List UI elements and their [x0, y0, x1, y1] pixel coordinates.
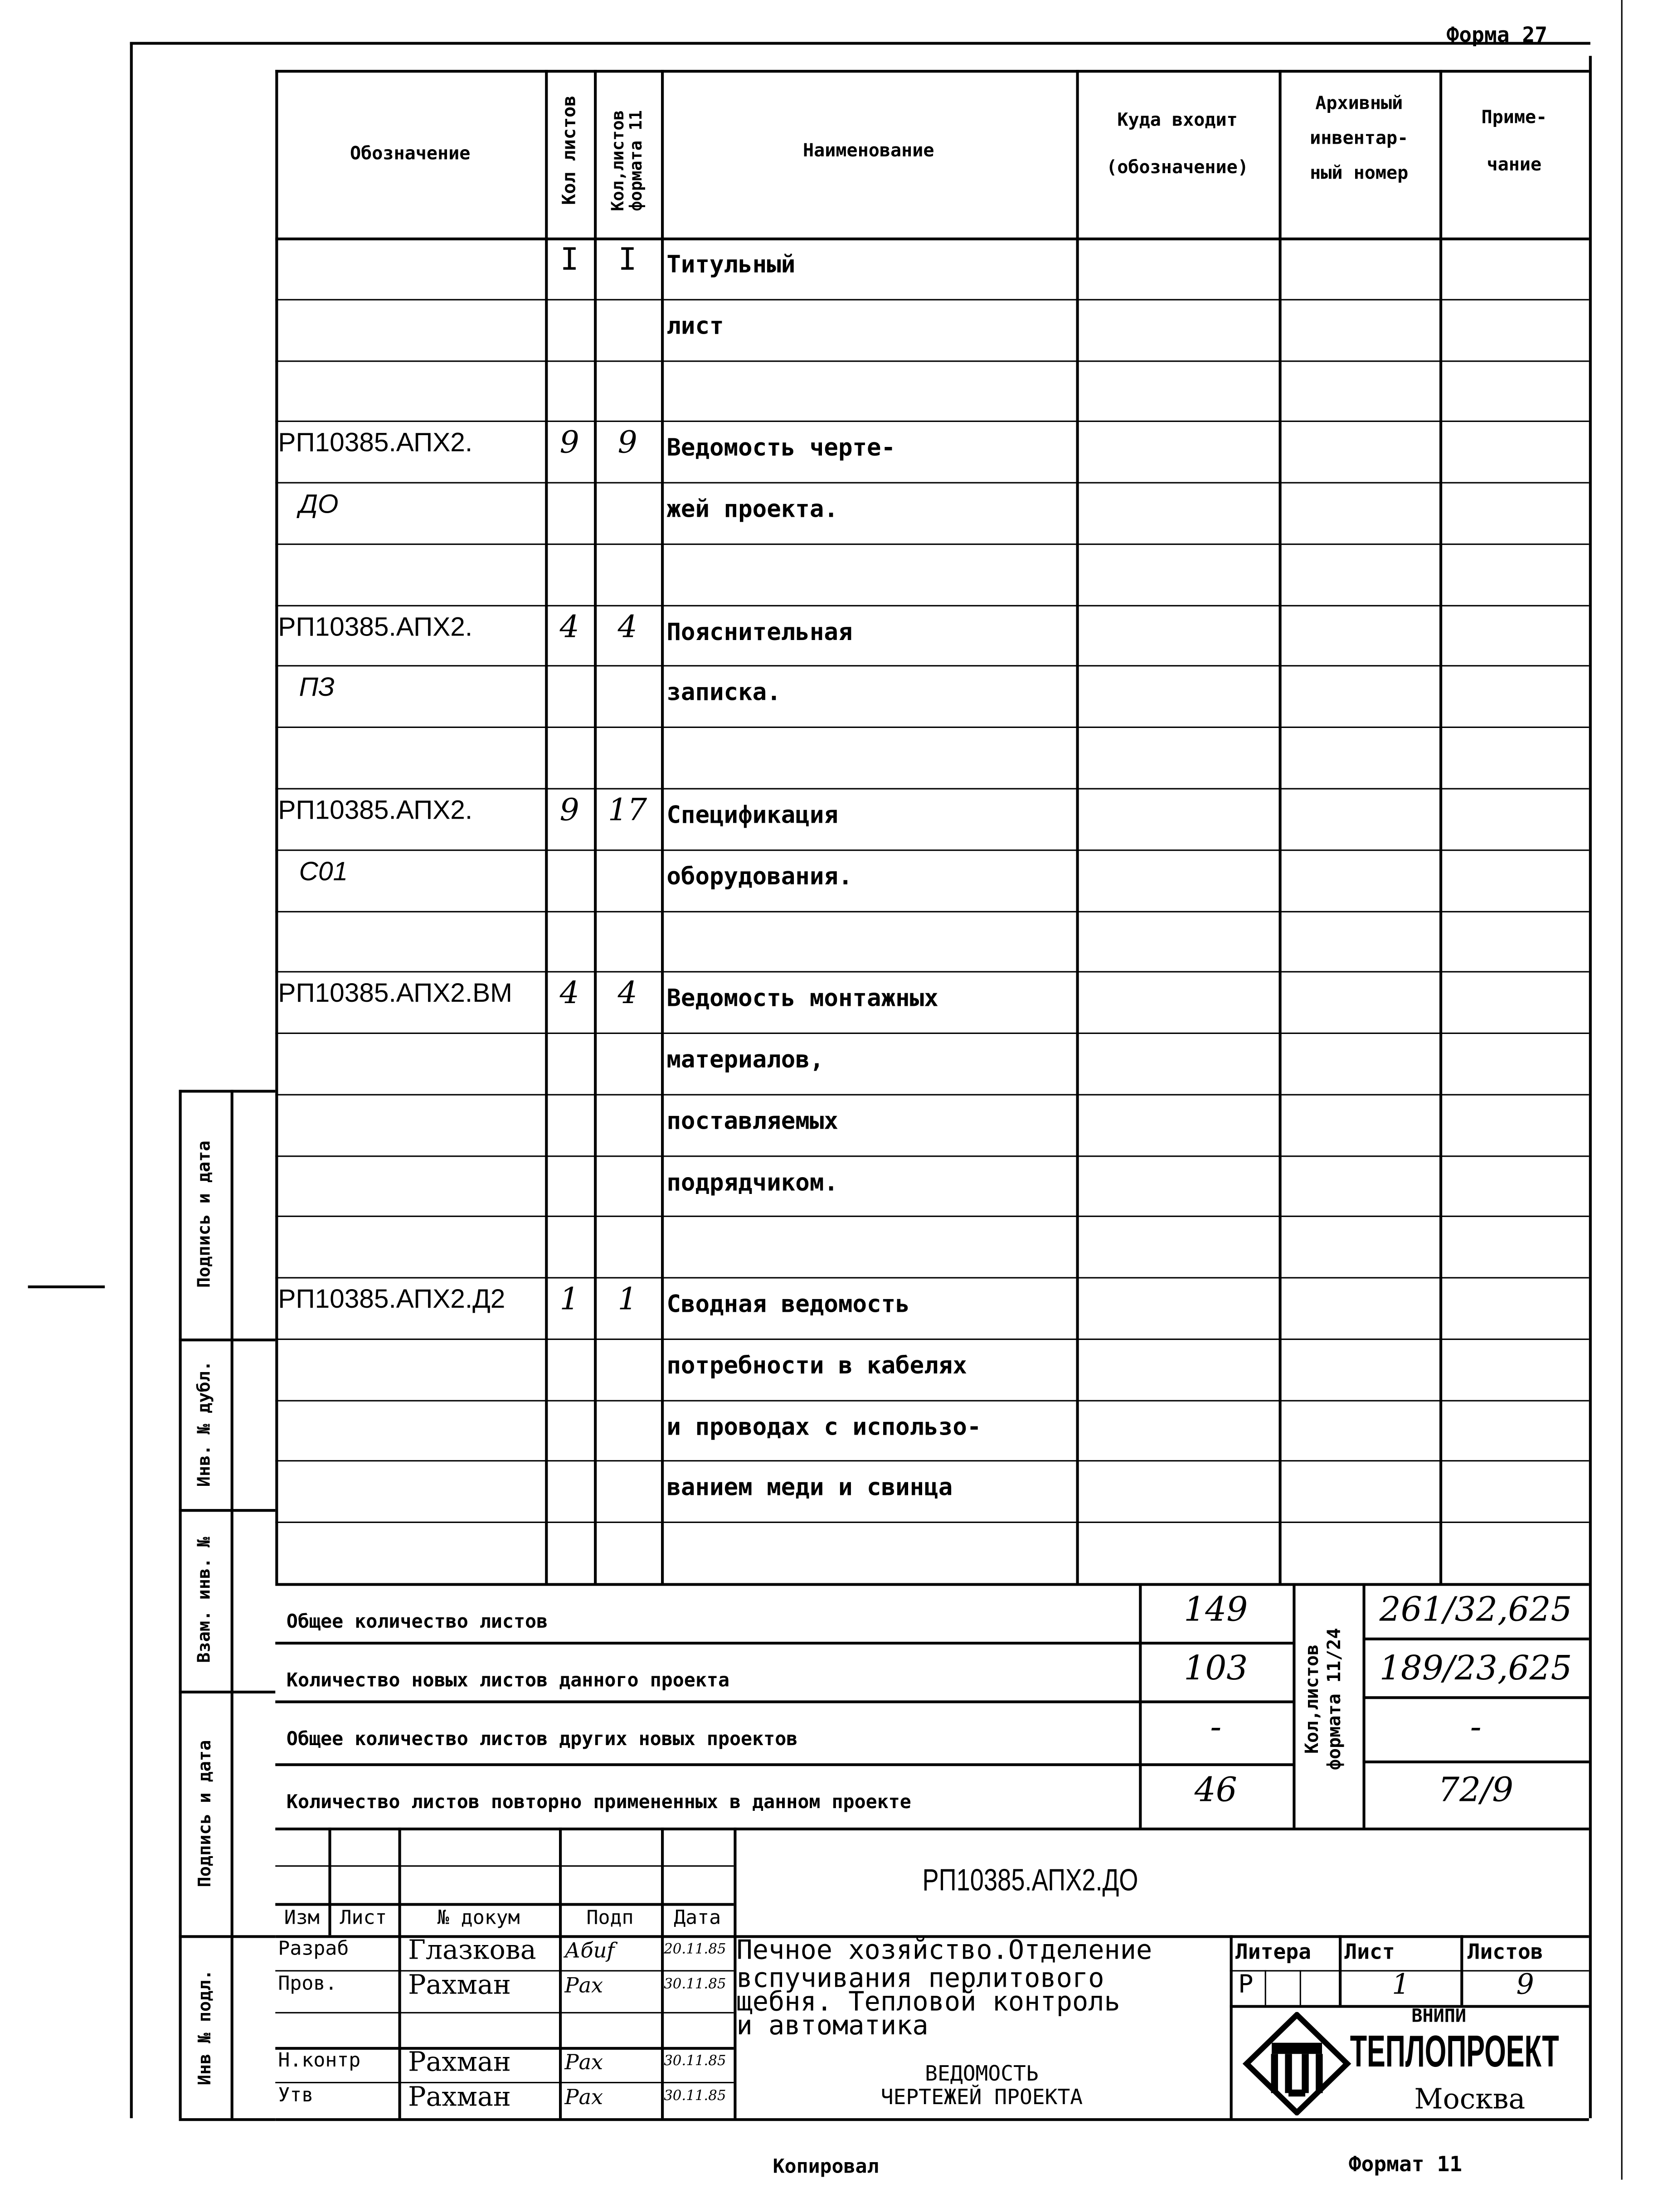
- document-title: [734, 2062, 1230, 2110]
- row-designation: ПЗ: [299, 674, 335, 703]
- litera-value: Р: [1238, 1970, 1254, 2000]
- totals-line: [275, 1763, 1295, 1766]
- city: Москва: [1414, 2081, 1526, 2115]
- row-designation: РП10385.АПХ2.Д2: [278, 1285, 506, 1315]
- row-sheets-format11: 4: [617, 977, 637, 1012]
- header-where-used-1: Куда входит: [1117, 110, 1238, 131]
- frame-left: [130, 42, 133, 2118]
- signer-signature: Рах: [564, 1973, 603, 1998]
- totals-line: [1362, 1696, 1589, 1699]
- row-sheets: 1: [559, 1283, 579, 1318]
- tb-col: [1265, 1970, 1266, 2005]
- totals-format-count: -: [1470, 1707, 1482, 1747]
- row-sheets: 9: [559, 427, 579, 462]
- tb-col: [661, 1828, 664, 2118]
- signer-name: Рахман: [408, 1970, 511, 2001]
- row-sheets: 9: [559, 793, 579, 829]
- row-name: потребности в кабелях: [666, 1352, 967, 1381]
- row-sheets: I: [560, 243, 579, 278]
- totals-count: 46: [1194, 1770, 1237, 1809]
- titleblock-col-header: Подп: [586, 1907, 634, 1930]
- frame-top: [130, 42, 1590, 44]
- format-label: Формат 11: [1348, 2152, 1463, 2177]
- table-row: [275, 666, 1589, 727]
- sheets-value: 9: [1516, 1967, 1534, 2001]
- row-designation: РП10385.АПХ2.: [278, 796, 473, 826]
- table-row: [275, 727, 1589, 788]
- project-line-3: щебня. Тепловой контроль: [736, 1987, 1120, 2018]
- document-title-2: ЧЕРТЕЖЕЙ ПРОЕКТА: [880, 2085, 1083, 2110]
- tb-col: [1230, 1935, 1233, 2118]
- totals-rotated-label-1: Кол,листов: [1302, 1644, 1324, 1754]
- sheets-label: Листов: [1467, 1939, 1543, 1965]
- totals-count: 103: [1184, 1649, 1248, 1688]
- table-row: [275, 1216, 1589, 1277]
- titleblock-col-header: Лист: [340, 1907, 387, 1930]
- sheet-value: 1: [1392, 1967, 1410, 2001]
- row-name: Ведомость монтажных: [666, 985, 938, 1014]
- side-stamp-label: Подпись и дата: [193, 1739, 214, 1887]
- row-name: ванием меди и свинца: [666, 1475, 953, 1503]
- side-stamp-label: Взам. инв. №: [193, 1537, 214, 1663]
- org-name: ТЕПЛОПРОЕКТ: [1350, 2026, 1559, 2076]
- titleblock-col-header: Изм: [284, 1907, 320, 1930]
- totals-label: Количество новых листов данного проекта: [286, 1669, 730, 1692]
- totals-rotated-label-2: формата 11/24: [1325, 1628, 1346, 1771]
- row-designation: ДО: [299, 490, 339, 520]
- signer-signature: Абиf: [564, 1938, 615, 1963]
- totals-format-count: 189/23,625: [1379, 1649, 1572, 1688]
- row-sheets-format11: I: [618, 243, 637, 278]
- row-sheets-format11: 17: [608, 793, 647, 829]
- project-line-2: вспучивания перлитового: [736, 1963, 1104, 1994]
- side-stamp-label: Инв. № дубл.: [193, 1360, 214, 1487]
- totals-label: Общее количество листов: [286, 1611, 548, 1634]
- signer-signature: Рах: [564, 2085, 603, 2110]
- signer-role: Пров.: [278, 1973, 337, 1995]
- row-sheets-format11: 1: [617, 1283, 637, 1318]
- row-name: лист: [666, 312, 724, 341]
- row-name: Пояснительная: [666, 618, 853, 647]
- table-row: [275, 238, 1589, 299]
- table-row: [275, 482, 1589, 543]
- header-designation: Обозначение: [350, 144, 471, 165]
- signer-signature: Рах: [564, 2050, 603, 2075]
- titleblock-bottom: [275, 2118, 1589, 2121]
- signer-name: Рахман: [408, 2081, 511, 2113]
- copied-label: Копировал: [773, 2156, 879, 2178]
- header-note-2: чание: [1487, 155, 1542, 176]
- frame-right: [1589, 56, 1592, 2118]
- tb-line: [275, 1865, 734, 1867]
- header-note-1: Приме-: [1481, 107, 1547, 129]
- row-name: Спецификация: [666, 802, 838, 830]
- signer-date: 30.11.85: [664, 2054, 726, 2070]
- row-designation: С01: [299, 857, 348, 887]
- table-row: [275, 1155, 1589, 1216]
- signer-role: Утв: [278, 2085, 314, 2107]
- signer-date: 30.11.85: [664, 1977, 726, 1993]
- header-sheets-format11: Кол,листов формата 11: [608, 110, 646, 211]
- project-line-4: и автоматика: [736, 2010, 928, 2042]
- table-row: [275, 360, 1589, 421]
- row-name: подрядчиком.: [666, 1169, 838, 1197]
- signer-role: Н.контр: [278, 2050, 361, 2072]
- project-line-1: Печное хозяйство.Отделение: [736, 1935, 1152, 1966]
- row-designation: РП10385.АПХ2.ВМ: [278, 980, 512, 1009]
- tb-line: [275, 2012, 734, 2013]
- form-label: Форма 27: [1446, 22, 1548, 48]
- org-small: ВНИПИ: [1411, 2006, 1466, 2028]
- totals-format-count: 261/32,625: [1379, 1590, 1572, 1630]
- table-row: [275, 299, 1589, 360]
- header-archive-1: Архивный: [1315, 93, 1403, 115]
- signer-date: 30.11.85: [664, 2089, 726, 2105]
- tb-col: [399, 1828, 401, 2118]
- totals-count: 149: [1184, 1590, 1248, 1630]
- titleblock-top: [275, 1828, 1589, 1830]
- table-row: [275, 1094, 1589, 1155]
- sheet-label: Лист: [1344, 1939, 1395, 1965]
- row-name: поставляемых: [666, 1107, 838, 1136]
- header-name: Наименование: [802, 141, 934, 162]
- fold-mark: [28, 1285, 105, 1288]
- tb-col: [1300, 1970, 1301, 2005]
- row-designation: РП10385.АПХ2.: [278, 429, 473, 459]
- row-name: Сводная ведомость: [666, 1291, 910, 1319]
- document-code: РП10385.АПХ2.ДО: [922, 1862, 1138, 1898]
- side-stamp-label: Подпись и дата: [193, 1140, 214, 1288]
- side-stamp-label: Инв № подл.: [193, 1969, 214, 2085]
- document-title-1: ВЕДОМОСТЬ: [925, 2061, 1039, 2086]
- totals-label: Количество листов повторно примененных в данном проекте: [286, 1791, 911, 1814]
- stamp-left: [179, 1090, 182, 2118]
- signer-name: Глазкова: [408, 1935, 536, 1966]
- row-name: Ведомость черте-: [666, 435, 896, 463]
- sheet-edge: [1621, 0, 1623, 2180]
- teploproekt-logo-icon: [1241, 2012, 1353, 2115]
- table-row: [275, 1522, 1589, 1583]
- row-sheets: 4: [559, 610, 579, 645]
- signer-date: 20.11.85: [664, 1942, 726, 1958]
- table-row: [275, 910, 1589, 971]
- row-name: записка.: [666, 679, 781, 708]
- row-designation: РП10385.АПХ2.: [278, 613, 473, 642]
- totals-col: [1293, 1583, 1295, 1827]
- totals-count: -: [1210, 1707, 1222, 1747]
- row-name: материалов,: [666, 1046, 824, 1075]
- table-row: [275, 1033, 1589, 1094]
- signer-name: Рахман: [408, 2047, 511, 2078]
- row-sheets-format11: 4: [617, 610, 637, 645]
- stamp-mid: [231, 1090, 233, 2118]
- totals-line: [275, 1642, 1295, 1644]
- table-top: [275, 70, 1589, 73]
- titleblock-col-header: № докум: [437, 1907, 520, 1930]
- totals-line: [1362, 1761, 1589, 1763]
- totals-rotated-label: [1303, 1601, 1347, 1797]
- tb-line: [1230, 2005, 1589, 2008]
- row-sheets: 4: [559, 977, 579, 1012]
- header-archive-2: инвентар-: [1310, 128, 1409, 150]
- row-name: Титульный: [666, 251, 796, 280]
- table-row: [275, 543, 1589, 605]
- header-sheets: Кол листов: [559, 95, 581, 205]
- totals-label: Общее количество листов других новых проектов: [286, 1728, 798, 1751]
- litera-label: Литера: [1235, 1939, 1311, 1965]
- totals-format-count: 72/9: [1438, 1770, 1514, 1809]
- table-row: [275, 849, 1589, 910]
- totals-top: [275, 1583, 1589, 1586]
- titleblock-col-header: Дата: [674, 1907, 721, 1930]
- header-where-used-2: (обозначение): [1106, 158, 1249, 179]
- totals-line: [275, 1700, 1295, 1703]
- tb-col: [559, 1828, 562, 2118]
- row-name: жей проекта.: [666, 496, 838, 524]
- row-name: оборудования.: [666, 863, 853, 891]
- row-sheets-format11: 9: [617, 427, 637, 462]
- row-name: и проводах с использо-: [666, 1413, 982, 1442]
- header-archive-3: ный номер: [1310, 163, 1409, 184]
- signer-role: Разраб: [278, 1938, 349, 1960]
- totals-line: [1362, 1638, 1589, 1640]
